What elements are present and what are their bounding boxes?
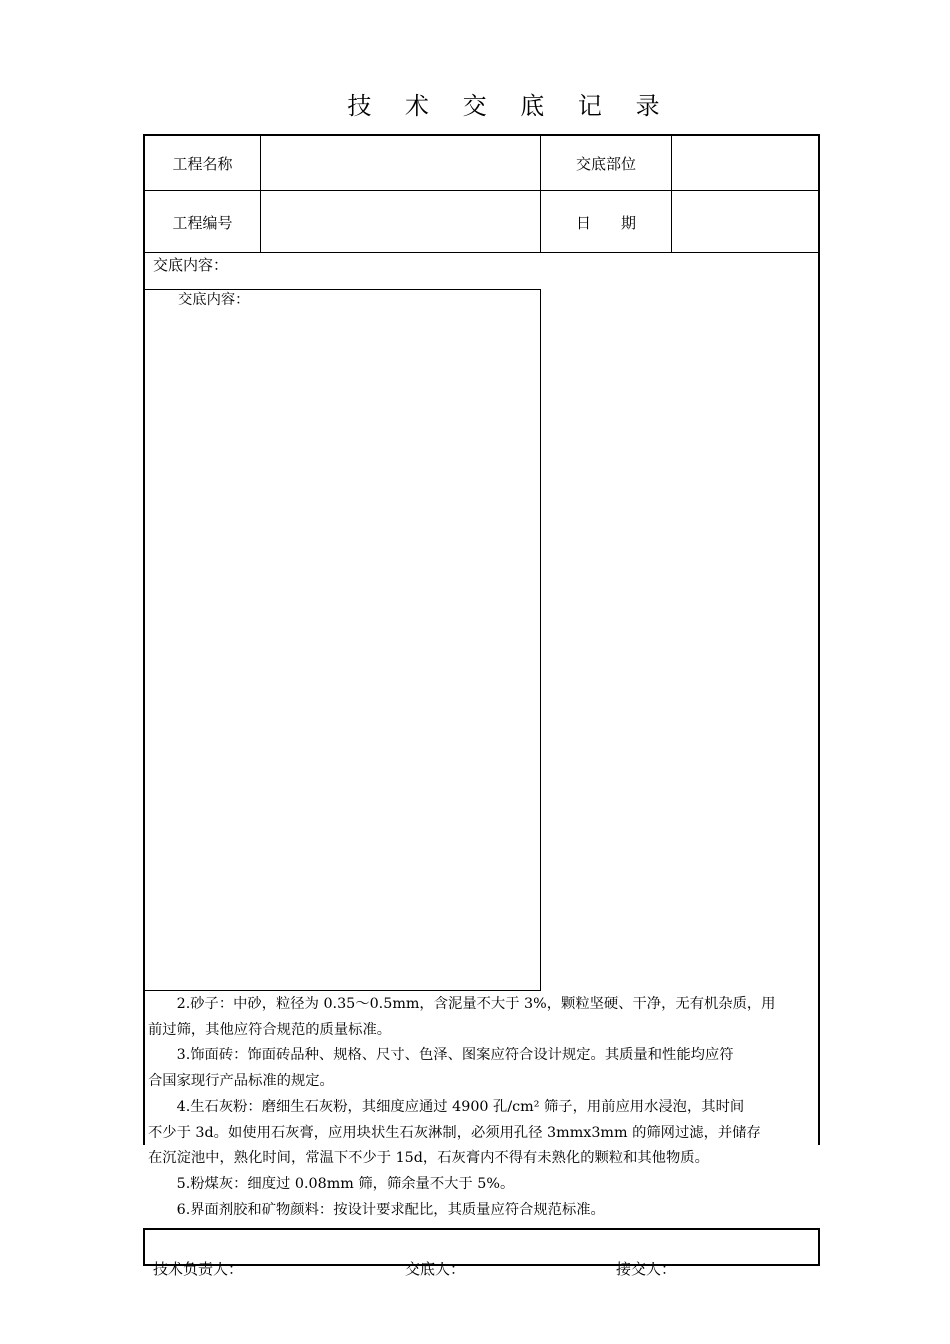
project-name-label: 工程名称	[172, 155, 233, 173]
inner-box-bottom	[143, 990, 541, 991]
table-col-divider	[260, 134, 261, 252]
inner-box-left	[143, 289, 145, 991]
table-col-divider	[540, 134, 541, 252]
paragraph-line: 5.粉煤灰：细度过 0.08mm 筛，筛余量不大于 5%。	[148, 1175, 515, 1192]
paragraph-line: 6.界面剂胶和矿物颜料：按设计要求配比，其质量应符合规范标准。	[148, 1201, 605, 1218]
table-col-divider	[671, 134, 672, 252]
footer-box-left	[143, 1228, 145, 1265]
project-no-label: 工程编号	[172, 214, 233, 232]
page-title: 技 术 交 底 记 录	[347, 92, 673, 120]
paragraph-line: 不少于 3d。如使用石灰膏，应用块状生石灰淋制，必须用孔径 3mmx3mm 的筛网过滤，并储存	[148, 1124, 761, 1141]
paragraph-line: 4.生石灰粉：磨细生石灰粉，其细度应通过 4900 孔/cm² 筛子，用前应用水浸泡，其时间	[148, 1098, 745, 1115]
tech-lead-label: 技术负责人：	[153, 1260, 244, 1278]
location-label: 交底部位	[575, 155, 636, 173]
table-row-divider	[143, 252, 820, 253]
paragraph-line: 2.砂子：中砂，粒径为 0.35～0.5mm，含泥量不大于 3%，颗粒坚硬、干净，无有机杂质，用	[148, 996, 776, 1012]
footer-box-top	[143, 1228, 820, 1230]
footer-box-bottom	[143, 1264, 820, 1266]
paragraph-line: 在沉淀池中，熟化时间，常温下不少于 15d，石灰膏内不得有未熟化的颗粒和其他物质。	[148, 1150, 709, 1167]
content-section-label: 交底内容：	[153, 256, 229, 274]
table-row-divider	[143, 190, 820, 191]
date-label: 日 期	[575, 214, 636, 232]
inner-box-label: 交底内容：	[178, 292, 250, 308]
receiver-label: 接交人：	[616, 1260, 677, 1278]
content-border-left	[143, 990, 145, 1145]
content-border-right	[818, 252, 820, 1145]
inner-box-right	[540, 289, 541, 991]
discloser-label: 交底人：	[405, 1260, 466, 1278]
paragraph-line: 前过筛，其他应符合规范的质量标准。	[148, 1021, 392, 1038]
footer-box-right	[818, 1228, 820, 1265]
paragraph-line: 3.饰面砖：饰面砖品种、规格、尺寸、色泽、图案应符合设计规定。其质量和性能均应符	[148, 1047, 734, 1064]
table-border-top	[143, 134, 820, 136]
paragraph-line: 合国家现行产品标准的规定。	[148, 1073, 334, 1090]
